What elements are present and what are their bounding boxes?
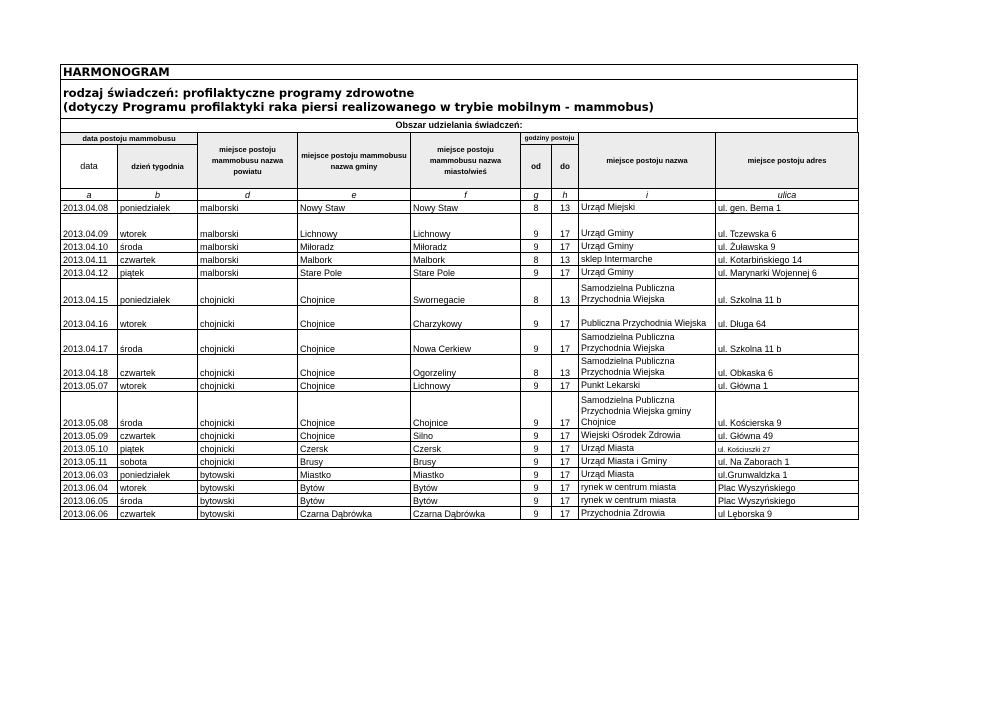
cell-date: 2013.04.15 xyxy=(61,279,118,306)
cell-day: czwartek xyxy=(118,507,198,520)
cell-gmina: Chojnice xyxy=(298,392,411,429)
table-row xyxy=(61,253,859,266)
column-letter: e xyxy=(298,189,411,201)
cell-miasto: Bytów xyxy=(411,494,521,507)
table-row xyxy=(61,214,859,240)
cell-powiat: chojnicki xyxy=(198,442,298,455)
cell-date: 2013.04.16 xyxy=(61,306,118,330)
column-letter: f xyxy=(411,189,521,201)
cell-do: 17 xyxy=(552,392,579,429)
cell-do: 17 xyxy=(552,455,579,468)
cell-nazwa: Wiejski Ośrodek Zdrowia xyxy=(579,429,716,442)
cell-do: 17 xyxy=(552,214,579,240)
cell-nazwa: Urząd Miasta i Gminy xyxy=(579,455,716,468)
header-data: data xyxy=(61,145,118,189)
cell-nazwa: Urząd Miejski xyxy=(579,201,716,214)
cell-powiat: bytowski xyxy=(198,481,298,494)
cell-adres: ul. Kotarbińskiego 14 xyxy=(716,253,859,266)
cell-day: czwartek xyxy=(118,253,198,266)
cell-nazwa: Samodzielna Publiczna Przychodnia Wiejska xyxy=(579,355,716,379)
cell-powiat: malborski xyxy=(198,253,298,266)
table-row xyxy=(61,306,859,330)
cell-adres: ul. Kościuszki 27 xyxy=(716,442,859,455)
table-row xyxy=(61,266,859,279)
cell-day: poniedziałek xyxy=(118,279,198,306)
header-miasto: miejsce postoju mammobusu nazwa miasto/wieś xyxy=(411,133,521,189)
schedule-table xyxy=(60,132,859,520)
document-title: HARMONOGRAM xyxy=(60,64,858,80)
cell-powiat: chojnicki xyxy=(198,379,298,392)
service-area-label: Obszar udzielania świadczeń: xyxy=(60,119,858,132)
cell-do: 13 xyxy=(552,253,579,266)
cell-day: sobota xyxy=(118,455,198,468)
table-body xyxy=(61,201,859,520)
cell-miasto: Nowy Staw xyxy=(411,201,521,214)
cell-do: 17 xyxy=(552,379,579,392)
cell-powiat: chojnicki xyxy=(198,355,298,379)
table-row xyxy=(61,392,859,429)
column-letter: h xyxy=(552,189,579,201)
cell-nazwa: Urząd Gminy xyxy=(579,214,716,240)
cell-do: 17 xyxy=(552,494,579,507)
header-do: do xyxy=(552,145,579,189)
cell-powiat: chojnicki xyxy=(198,306,298,330)
header-group-date: data postoju mammobusu xyxy=(61,133,198,145)
cell-od: 9 xyxy=(521,455,552,468)
cell-nazwa: Publiczna Przychodnia Wiejska xyxy=(579,306,716,330)
cell-adres: ul. Żuławska 9 xyxy=(716,240,859,253)
cell-do: 17 xyxy=(552,306,579,330)
cell-day: środa xyxy=(118,494,198,507)
cell-day: poniedziałek xyxy=(118,201,198,214)
cell-nazwa: Samodzielna Publiczna Przychodnia Wiejska xyxy=(579,279,716,306)
column-letters-row xyxy=(61,189,859,201)
cell-date: 2013.04.11 xyxy=(61,253,118,266)
cell-adres: ul. Długa 64 xyxy=(716,306,859,330)
cell-nazwa: Urząd Gminy xyxy=(579,266,716,279)
cell-gmina: Chojnice xyxy=(298,429,411,442)
cell-do: 17 xyxy=(552,266,579,279)
cell-date: 2013.05.09 xyxy=(61,429,118,442)
cell-miasto: Charzykowy xyxy=(411,306,521,330)
header-day: dzień tygodnia xyxy=(118,145,198,189)
subtitle-line-2: (dotyczy Programu profilaktyki raka piersi realizowanego w trybie mobilnym - mammobus) xyxy=(63,100,654,114)
cell-miasto: Lichnowy xyxy=(411,379,521,392)
cell-nazwa: Przychodnia Zdrowia xyxy=(579,507,716,520)
header-od: od xyxy=(521,145,552,189)
cell-gmina: Stare Pole xyxy=(298,266,411,279)
cell-adres: Plac Wyszyńskiego xyxy=(716,494,859,507)
cell-do: 17 xyxy=(552,330,579,355)
cell-adres: ul. Marynarki Wojennej 6 xyxy=(716,266,859,279)
header-adres: miejsce postoju adres xyxy=(716,133,859,189)
cell-gmina: Miastko xyxy=(298,468,411,481)
cell-date: 2013.04.10 xyxy=(61,240,118,253)
cell-date: 2013.04.18 xyxy=(61,355,118,379)
cell-do: 17 xyxy=(552,442,579,455)
cell-miasto: Miłoradz xyxy=(411,240,521,253)
cell-od: 9 xyxy=(521,379,552,392)
cell-powiat: malborski xyxy=(198,214,298,240)
cell-od: 9 xyxy=(521,494,552,507)
cell-do: 17 xyxy=(552,429,579,442)
document-subtitle xyxy=(60,80,858,119)
column-letter: g xyxy=(521,189,552,201)
cell-do: 13 xyxy=(552,201,579,214)
cell-day: wtorek xyxy=(118,481,198,494)
header-gmina: miejsce postoju mammobusu nazwa gminy xyxy=(298,133,411,189)
cell-gmina: Chojnice xyxy=(298,355,411,379)
cell-adres: ul.Grunwaldzka 1 xyxy=(716,468,859,481)
cell-date: 2013.06.06 xyxy=(61,507,118,520)
cell-day: czwartek xyxy=(118,429,198,442)
cell-date: 2013.06.05 xyxy=(61,494,118,507)
subtitle-line-1: rodzaj świadczeń: profilaktyczne programy zdrowotne xyxy=(63,86,415,100)
cell-do: 17 xyxy=(552,240,579,253)
column-letter: i xyxy=(579,189,716,201)
cell-day: wtorek xyxy=(118,379,198,392)
cell-miasto: Ogorzeliny xyxy=(411,355,521,379)
table-row xyxy=(61,330,859,355)
cell-od: 9 xyxy=(521,429,552,442)
cell-date: 2013.04.09 xyxy=(61,214,118,240)
cell-gmina: Brusy xyxy=(298,455,411,468)
cell-day: środa xyxy=(118,392,198,429)
table-row xyxy=(61,494,859,507)
cell-date: 2013.05.07 xyxy=(61,379,118,392)
cell-day: środa xyxy=(118,240,198,253)
table-row xyxy=(61,240,859,253)
cell-powiat: bytowski xyxy=(198,507,298,520)
cell-miasto: Silno xyxy=(411,429,521,442)
header-group-hours: godziny postoju xyxy=(521,133,579,145)
header-nazwa: miejsce postoju nazwa xyxy=(579,133,716,189)
cell-adres: ul. Kościerska 9 xyxy=(716,392,859,429)
cell-gmina: Bytów xyxy=(298,494,411,507)
cell-date: 2013.05.08 xyxy=(61,392,118,429)
cell-od: 9 xyxy=(521,266,552,279)
cell-od: 9 xyxy=(521,214,552,240)
cell-od: 9 xyxy=(521,392,552,429)
cell-gmina: Czarna Dąbrówka xyxy=(298,507,411,520)
cell-adres: ul Lęborska 9 xyxy=(716,507,859,520)
cell-powiat: chojnicki xyxy=(198,429,298,442)
cell-date: 2013.06.04 xyxy=(61,481,118,494)
table-row xyxy=(61,442,859,455)
table-row xyxy=(61,468,859,481)
cell-od: 9 xyxy=(521,481,552,494)
cell-adres: ul. Tczewska 6 xyxy=(716,214,859,240)
cell-adres: ul. gen. Bema 1 xyxy=(716,201,859,214)
cell-od: 8 xyxy=(521,355,552,379)
cell-nazwa: rynek w centrum miasta xyxy=(579,494,716,507)
cell-date: 2013.05.10 xyxy=(61,442,118,455)
cell-miasto: Czarna Dąbrówka xyxy=(411,507,521,520)
cell-miasto: Brusy xyxy=(411,455,521,468)
cell-powiat: chojnicki xyxy=(198,392,298,429)
cell-powiat: bytowski xyxy=(198,494,298,507)
cell-day: wtorek xyxy=(118,306,198,330)
cell-powiat: chojnicki xyxy=(198,455,298,468)
cell-od: 9 xyxy=(521,330,552,355)
cell-nazwa: Urząd Miasta xyxy=(579,468,716,481)
cell-gmina: Miłoradz xyxy=(298,240,411,253)
cell-od: 9 xyxy=(521,468,552,481)
cell-nazwa: Samodzielna Publiczna Przychodnia Wiejska xyxy=(579,330,716,355)
cell-gmina: Czersk xyxy=(298,442,411,455)
cell-adres: ul. Szkolna 11 b xyxy=(716,279,859,306)
cell-do: 13 xyxy=(552,355,579,379)
cell-day: czwartek xyxy=(118,355,198,379)
cell-powiat: chojnicki xyxy=(198,330,298,355)
cell-date: 2013.04.17 xyxy=(61,330,118,355)
cell-nazwa: Samodzielna Publiczna Przychodnia Wiejska gminy Chojnice xyxy=(579,392,716,429)
cell-miasto: Stare Pole xyxy=(411,266,521,279)
cell-nazwa: Urząd Miasta xyxy=(579,442,716,455)
cell-miasto: Miastko xyxy=(411,468,521,481)
cell-gmina: Nowy Staw xyxy=(298,201,411,214)
table-row xyxy=(61,379,859,392)
cell-do: 13 xyxy=(552,279,579,306)
cell-od: 8 xyxy=(521,253,552,266)
cell-date: 2013.06.03 xyxy=(61,468,118,481)
cell-nazwa: Urząd Gminy xyxy=(579,240,716,253)
column-letter: d xyxy=(198,189,298,201)
cell-od: 9 xyxy=(521,306,552,330)
cell-day: piątek xyxy=(118,442,198,455)
cell-od: 8 xyxy=(521,201,552,214)
cell-gmina: Chojnice xyxy=(298,306,411,330)
cell-nazwa: sklep Intermarche xyxy=(579,253,716,266)
cell-adres: ul. Główna 1 xyxy=(716,379,859,392)
column-letter: ulica xyxy=(716,189,859,201)
cell-gmina: Chojnice xyxy=(298,379,411,392)
cell-powiat: bytowski xyxy=(198,468,298,481)
table-row xyxy=(61,355,859,379)
cell-od: 9 xyxy=(521,240,552,253)
cell-powiat: malborski xyxy=(198,266,298,279)
cell-date: 2013.04.12 xyxy=(61,266,118,279)
cell-day: środa xyxy=(118,330,198,355)
cell-miasto: Nowa Cerkiew xyxy=(411,330,521,355)
table-row xyxy=(61,455,859,468)
cell-miasto: Czersk xyxy=(411,442,521,455)
cell-day: piątek xyxy=(118,266,198,279)
cell-day: poniedziałek xyxy=(118,468,198,481)
table-row xyxy=(61,507,859,520)
cell-miasto: Bytów xyxy=(411,481,521,494)
cell-day: wtorek xyxy=(118,214,198,240)
cell-powiat: malborski xyxy=(198,201,298,214)
cell-date: 2013.04.08 xyxy=(61,201,118,214)
header-powiat: miejsce postoju mammobusu nazwa powiatu xyxy=(198,133,298,189)
cell-od: 9 xyxy=(521,442,552,455)
cell-adres: Plac Wyszyńskiego xyxy=(716,481,859,494)
cell-miasto: Swornegacie xyxy=(411,279,521,306)
cell-adres: ul. Obkaska 6 xyxy=(716,355,859,379)
cell-gmina: Malbork xyxy=(298,253,411,266)
cell-gmina: Chojnice xyxy=(298,330,411,355)
cell-adres: ul. Szkolna 11 b xyxy=(716,330,859,355)
cell-powiat: chojnicki xyxy=(198,279,298,306)
cell-miasto: Chojnice xyxy=(411,392,521,429)
cell-adres: ul. Główna 49 xyxy=(716,429,859,442)
cell-od: 9 xyxy=(521,507,552,520)
cell-do: 17 xyxy=(552,507,579,520)
table-row xyxy=(61,481,859,494)
table-row xyxy=(61,201,859,214)
cell-nazwa: rynek w centrum miasta xyxy=(579,481,716,494)
schedule-sheet xyxy=(60,64,858,520)
cell-do: 17 xyxy=(552,481,579,494)
cell-adres: ul. Na Zaborach 1 xyxy=(716,455,859,468)
table-row xyxy=(61,429,859,442)
cell-gmina: Chojnice xyxy=(298,279,411,306)
cell-miasto: Malbork xyxy=(411,253,521,266)
cell-od: 8 xyxy=(521,279,552,306)
cell-gmina: Lichnowy xyxy=(298,214,411,240)
column-letter: b xyxy=(118,189,198,201)
cell-miasto: Lichnowy xyxy=(411,214,521,240)
cell-powiat: malborski xyxy=(198,240,298,253)
cell-nazwa: Punkt Lekarski xyxy=(579,379,716,392)
table-row xyxy=(61,279,859,306)
column-letter: a xyxy=(61,189,118,201)
cell-do: 17 xyxy=(552,468,579,481)
table-header xyxy=(61,133,859,201)
cell-date: 2013.05.11 xyxy=(61,455,118,468)
cell-gmina: Bytów xyxy=(298,481,411,494)
